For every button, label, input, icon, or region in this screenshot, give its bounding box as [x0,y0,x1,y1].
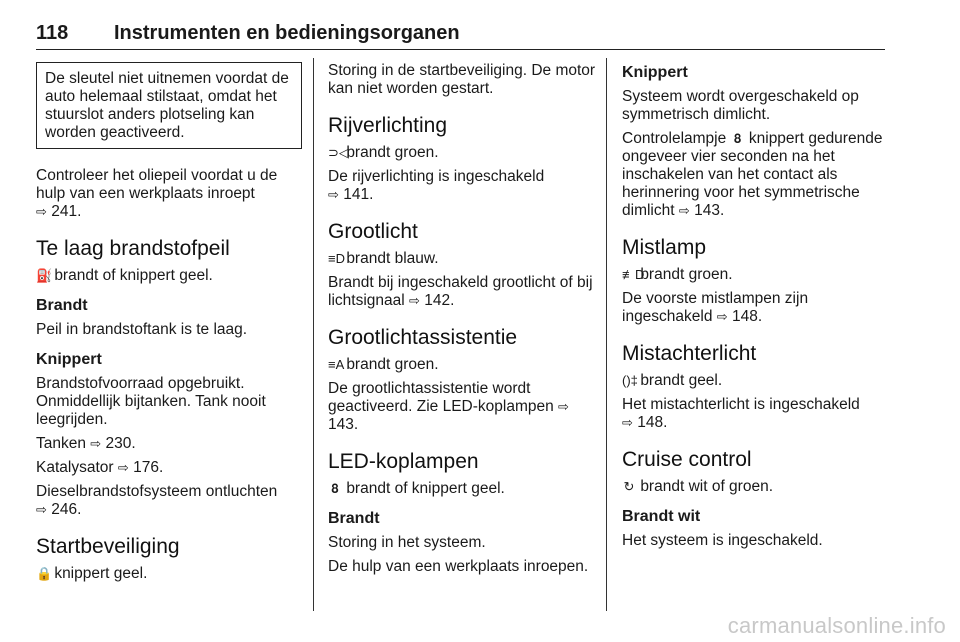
led-headlight-icon: 𝟖 [733,131,742,146]
column-2 [328,62,596,582]
paragraph: Controlelampje 𝟖 knippert gedurende ongeveer vier seconden na het inschakelen van het contact als herinnering voor het symmetrische dimlicht ⇨ 143. [622,130,883,219]
immobiliser-lock-icon: 🔒 [36,566,53,581]
paragraph: Het systeem is ingeschakeld. [622,532,823,549]
page-ref[interactable]: 241. [51,203,82,220]
front-fog-icon: ≢D [622,267,645,282]
xref-arrow-icon: ⇨ [622,415,633,430]
header-rule [36,49,885,50]
watermark: carmanualsonline.info [727,613,946,638]
warning-note-box [36,62,302,149]
xref-arrow-icon: ⇨ [36,204,47,219]
paragraph: Systeem wordt overgeschakeld op symmetrisch dimlicht. [622,88,859,123]
fuel-pump-icon: ⛽ [36,268,53,283]
column-divider [313,58,314,611]
page-ref[interactable]: 148. [637,414,668,431]
section-heading-cruise-control: Cruise control [622,448,752,471]
column-3 [622,62,890,556]
xref-arrow-icon: ⇨ [117,460,129,475]
column-1 [36,62,302,589]
page-ref[interactable]: 143. [328,416,359,433]
paragraph: Storing in het systeem. [328,534,486,551]
xref-arrow-icon: ⇨ [678,203,690,218]
section-heading-low-fuel: Te laag brandstofpeil [36,237,230,260]
status-line: 🔒 knippert geel. [36,565,148,582]
section-heading-led-koplampen: LED-koplampen [328,450,479,473]
paragraph: Brandt bij ingeschakeld grootlicht of bij lichtsignaal ⇨ 142. [328,274,593,309]
xref-arrow-icon: ⇨ [558,399,569,414]
paragraph: Brandstofvoorraad opgebruikt. Onmiddellijk bijtanken. Tank nooit leegrijden. [36,375,266,428]
status-line: ↻ brandt wit of groen. [623,478,774,495]
reference-line: Katalysator ⇨ 176. [36,459,164,476]
paragraph: De rijverlichting is ingeschakeld ⇨ 141. [328,168,545,203]
xref-arrow-icon: ⇨ [716,309,728,324]
paragraph: Storing in de startbeveiliging. De motor kan niet worden gestart. [328,62,596,97]
status-line: ≡D brandt blauw. [328,250,439,267]
section-heading-mistlamp: Mistlamp [622,236,707,259]
section-heading-grootlichtassistentie: Grootlichtassistentie [328,326,518,349]
section-heading-rijverlichting: Rijverlichting [328,114,448,137]
section-heading-immobiliser: Startbeveiliging [36,535,180,558]
page-ref[interactable]: 143. [694,202,725,219]
subheading-brandt: Brandt [328,510,380,527]
page-ref[interactable]: 141. [343,186,374,203]
paragraph: De voorste mistlampen zijn ingeschakeld ⇨ 148. [622,290,809,325]
status-line: ⊃◁ brandt groen. [328,144,439,161]
page-number: 118 [36,22,69,44]
subheading-brandt: Brandt [36,297,88,314]
reference-line: Dieselbrandstofsysteem ontluchten ⇨ 246. [36,483,278,518]
rear-fog-icon: ()‡ [622,373,638,388]
status-line: ≢D brandt groen. [622,266,733,283]
status-line: ⛽ brandt of knippert geel. [36,267,213,284]
status-line: ≡A brandt groen. [328,356,439,373]
status-line: ()‡ brandt geel. [622,372,723,389]
subheading-knippert: Knippert [622,64,688,81]
xref-arrow-icon: ⇨ [90,436,102,451]
status-line: 𝟖 brandt of knippert geel. [328,480,596,498]
page-ref[interactable]: 148. [732,308,763,325]
xref-arrow-icon: ⇨ [328,187,339,202]
section-heading-mistachterlicht: Mistachterlicht [622,342,757,365]
paragraph: Controleer het oliepeil voordat u de hulp van een werkplaats inroept ⇨ 241. [36,167,278,220]
section-heading-grootlicht: Grootlicht [328,220,418,243]
paragraph: De hulp van een werkplaats inroepen. [328,558,589,575]
high-beam-icon: ≡D [328,251,345,266]
subheading-brandt-wit: Brandt wit [622,508,701,525]
page-ref[interactable]: 246. [51,501,82,518]
subheading-knippert: Knippert [36,351,102,368]
column-divider [606,58,607,611]
paragraph: De grootlichtassistentie wordt geactiveerd. Zie LED-koplampen ⇨ 143. [328,380,569,433]
page-header [36,22,886,52]
page-ref[interactable]: 230. [105,435,136,452]
reference-line: Tanken ⇨ 230. [36,435,136,452]
page-ref[interactable]: 142. [424,292,455,309]
xref-arrow-icon: ⇨ [409,293,420,308]
cruise-control-icon: ↻ [623,479,635,494]
paragraph: Het mistachterlicht is ingeschakeld ⇨ 148. [622,396,860,431]
warning-note-text: De sleutel niet uitnemen voordat de auto helemaal stilstaat, omdat het stuurslot anders plotseling kan worden geactiveerd. [45,70,289,141]
xref-arrow-icon: ⇨ [36,502,47,517]
led-headlight-icon: 𝟖 [331,481,339,496]
page-ref[interactable]: 176. [133,459,164,476]
high-beam-assist-icon: ≡A [328,357,345,372]
paragraph: Peil in brandstoftank is te laag. [36,321,248,338]
low-beam-icon: ⊃◁ [328,145,349,160]
page-title: Instrumenten en bedieningsorganen [114,22,460,44]
